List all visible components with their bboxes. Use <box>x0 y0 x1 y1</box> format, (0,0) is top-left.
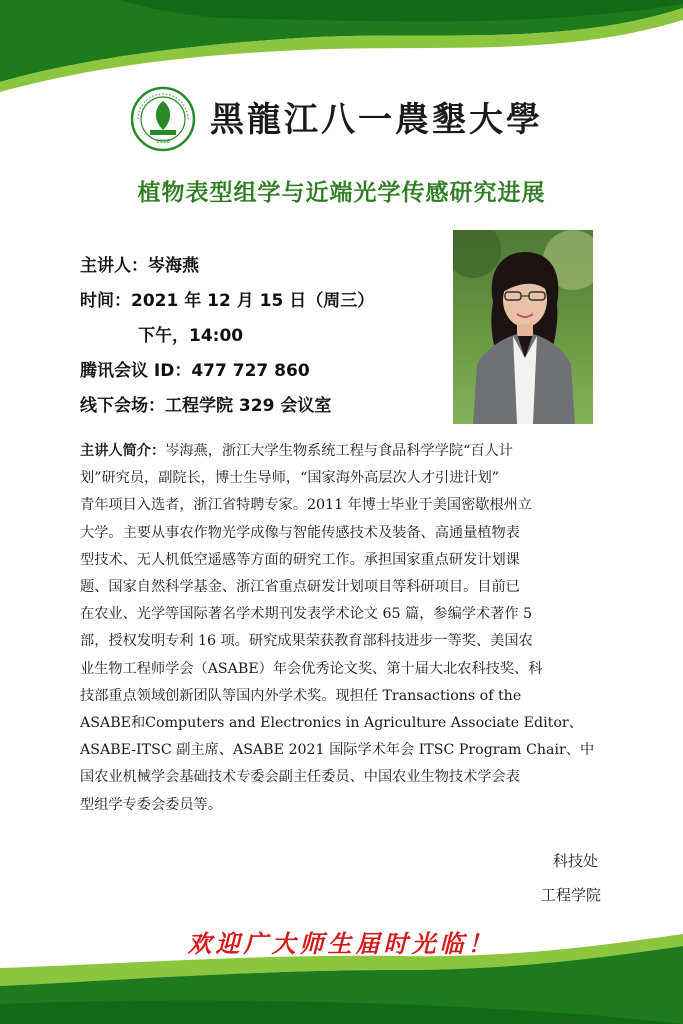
venue: 线下会场：工程学院 329 会议室 <box>80 396 332 416</box>
bio-line: 型组学专委会委员等。 <box>80 796 222 813</box>
lecture-title: 植物表型组学与近端光学传感研究进展 <box>137 180 546 206</box>
bottom-swoosh-decoration <box>0 924 683 1024</box>
bio-line: ASABE和Computers and Electronics in Agriculture Associate Editor、 <box>80 715 583 732</box>
university-name: 黑龍江八一農墾大學 <box>210 100 543 140</box>
bio-line: 技部重点领域创新团队等国内外学术奖。现担任 Transactions of the <box>80 687 522 704</box>
time-detail: 下午，14:00 <box>138 326 244 346</box>
bio-line: 部，授权发明专利 16 项。研究成果荣获教育部科技进步一等奖、美国农 <box>80 633 533 650</box>
meeting-id: 腾讯会议 ID：477 727 860 <box>80 361 310 381</box>
bio-line: 业生物工程师学会（ASABE）年会优秀论文奖、第十届大北农科技奖、科 <box>80 660 543 677</box>
bio-line: 主讲人简介：岑海燕，浙江大学生物系统工程与食品科学学院“百人计 <box>80 443 513 459</box>
bio-line: 青年项目入选者，浙江省特聘专家。2011 年博士毕业于美国密歇根州立 <box>80 497 533 514</box>
organizer-science-office: 科技处 <box>553 852 599 870</box>
organizer-engineering-college: 工程学院 <box>541 886 602 904</box>
university-logo <box>130 86 196 152</box>
logo-year: 1958 <box>156 139 170 145</box>
bio-line: 大学。主要从事农作物光学成像与智能传感技术及装备、高通量植物表 <box>80 524 520 541</box>
time: 时间：2021 年 12 月 15 日（周三） <box>80 291 375 311</box>
bio-line: ASABE-ITSC 副主席、ASABE 2021 国际学术年会 ITSC Program Chair、中 <box>80 742 595 759</box>
bio-line: 题、国家自然科学基金、浙江省重点研发计划项目等科研项目。目前已 <box>80 579 520 596</box>
speaker-bio <box>80 438 614 819</box>
bio-line: 型技术、无人机低空遥感等方面的研究工作。承担国家重点研发计划课 <box>80 551 520 568</box>
speaker: 主讲人：岑海燕 <box>80 256 199 276</box>
speaker-photo <box>453 230 593 424</box>
welcome-slogan: 欢迎广大师生届时光临！ <box>187 929 496 958</box>
bio-line: 国农业机械学会基础技术专委会副主任委员、中国农业生物技术学会表 <box>80 769 520 786</box>
bio-line: 在农业、光学等国际著名学术期刊发表学术论文 65 篇，参编学术著作 5 <box>80 606 533 623</box>
bio-line: 划”研究员，副院长，博士生导师，“国家海外高层次人才引进计划” <box>80 470 500 487</box>
bio-label: 主讲人简介： <box>80 443 166 459</box>
top-swoosh-decoration <box>0 0 683 100</box>
